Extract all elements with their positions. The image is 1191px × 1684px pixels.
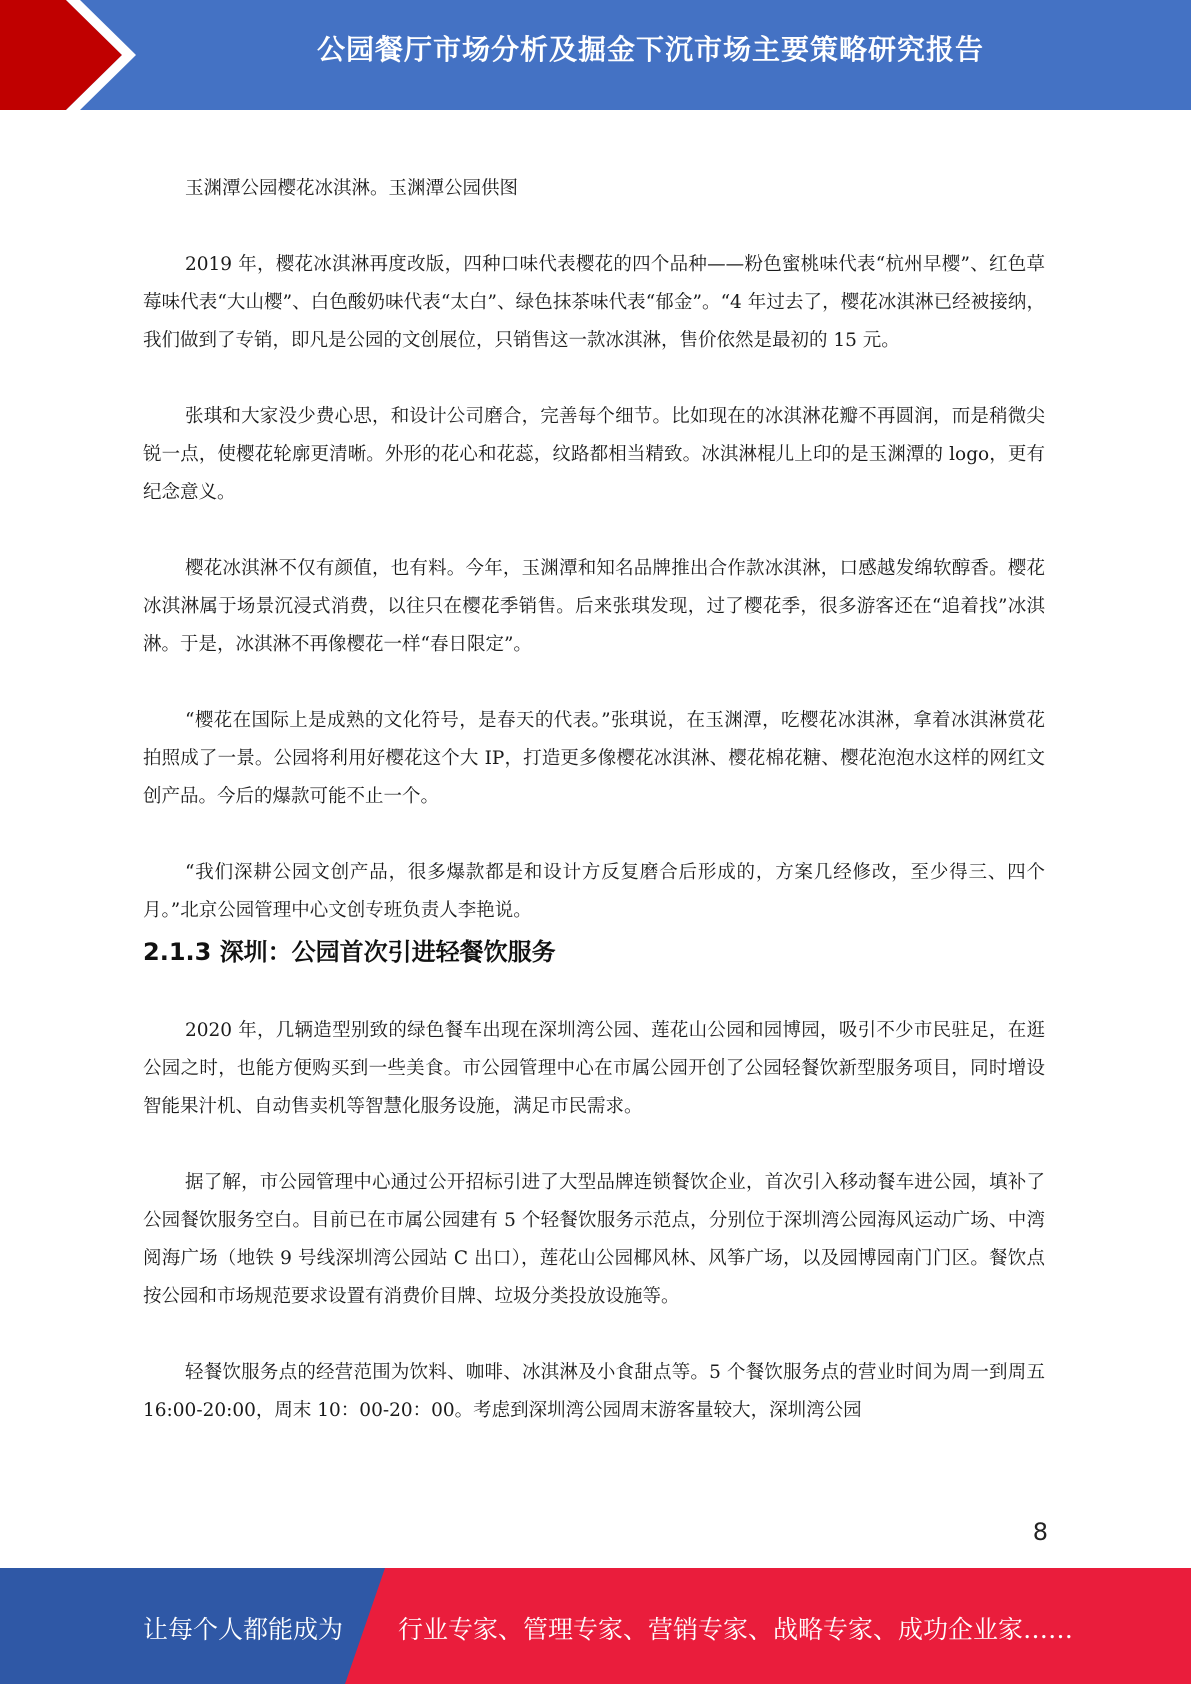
footer-slogan-left: 让每个人都能成为 <box>143 1615 344 1644</box>
paragraph: 樱花冰淇淋不仅有颜值，也有料。今年，玉渊潭和知名品牌推出合作款冰淇淋，口感越发绵软醇香。樱花冰淇淋属于场景沉浸式消费，以往只在樱花季销售。后来张琪发现，过了樱花季，很多游客还在“追着找”冰淇淋。于是，冰淇淋不再像樱花一样“春日限定”。 <box>143 558 1045 655</box>
image-caption: 玉渊潭公园樱花冰淇淋。玉渊潭公园供图 <box>185 178 519 199</box>
paragraph: “樱花在国际上是成熟的文化符号，是春天的代表。”张琪说，在玉渊潭，吃樱花冰淇淋，拿着冰淇淋赏花拍照成了一景。公园将利用好樱花这个大 IP，打造更多像樱花冰淇淋、樱花棉花糖、樱花泡泡水这样的网红文创产品。今后的爆款可能不止一个。 <box>143 710 1045 807</box>
paragraph: 2020 年，几辆造型别致的绿色餐车出现在深圳湾公园、莲花山公园和园博园，吸引不少市民驻足，在逛公园之时，也能方便购买到一些美食。市公园管理中心在市属公园开创了公园轻餐饮新型服务项目，同时增设智能果汁机、自动售卖机等智慧化服务设施，满足市民需求。 <box>143 1020 1045 1117</box>
paragraph: 张琪和大家没少费心思，和设计公司磨合，完善每个细节。比如现在的冰淇淋花瓣不再圆润，而是稍微尖锐一点，使樱花轮廓更清晰。外形的花心和花蕊，纹路都相当精致。冰淇淋棍儿上印的是玉渊潭的 logo，更有纪念意义。 <box>143 406 1045 503</box>
paragraph: 据了解，市公园管理中心通过公开招标引进了大型品牌连锁餐饮企业，首次引入移动餐车进公园，填补了公园餐饮服务空白。目前已在市属公园建有 5 个轻餐饮服务示范点，分别位于深圳湾公园海风运动广场、中湾阅海广场（地铁 9 号线深圳湾公园站 C 出口），莲花山公园椰风林、风筝广场，以及园博园南门门区。餐饮点按公园和市场规范要求设置有消费价目牌、垃圾分类投放设施等。 <box>143 1172 1045 1307</box>
footer-slogan-right: 行业专家、管理专家、营销专家、战略专家、成功企业家…… <box>398 1615 1074 1644</box>
paragraph: “我们深耕公园文创产品，很多爆款都是和设计方反复磨合后形成的，方案几经修改，至少得三、四个月。”北京公园管理中心文创专班负责人李艳说。 <box>143 862 1045 921</box>
page-footer <box>0 1568 1191 1684</box>
page-number: 8 <box>1032 1518 1048 1546</box>
paragraph: 轻餐饮服务点的经营范围为饮料、咖啡、冰淇淋及小食甜点等。5 个餐饮服务点的营业时间为周一到周五 16:00-20:00，周末 10：00-20：00。考虑到深圳湾公园周末游客量较大，深圳湾公园 <box>143 1362 1045 1421</box>
paragraph: 2019 年，樱花冰淇淋再度改版，四种口味代表樱花的四个品种——粉色蜜桃味代表“杭州早樱”、红色草莓味代表“大山樱”、白色酸奶味代表“太白”、绿色抹茶味代表“郁金”。“4 年过去了，樱花冰淇淋已经被接纳，我们做到了专销，即凡是公园的文创展位，只销售这一款冰淇淋，售价依然是最初的 15 元。 <box>143 254 1045 351</box>
document-body <box>143 170 1045 1430</box>
report-title: 公园餐厅市场分析及掘金下沉市场主要策略研究报告 <box>316 33 984 66</box>
page-header <box>0 0 1191 110</box>
section-heading: 2.1.3 深圳：公园首次引进轻餐饮服务 <box>143 938 556 966</box>
header-arrow-decoration <box>0 0 170 110</box>
